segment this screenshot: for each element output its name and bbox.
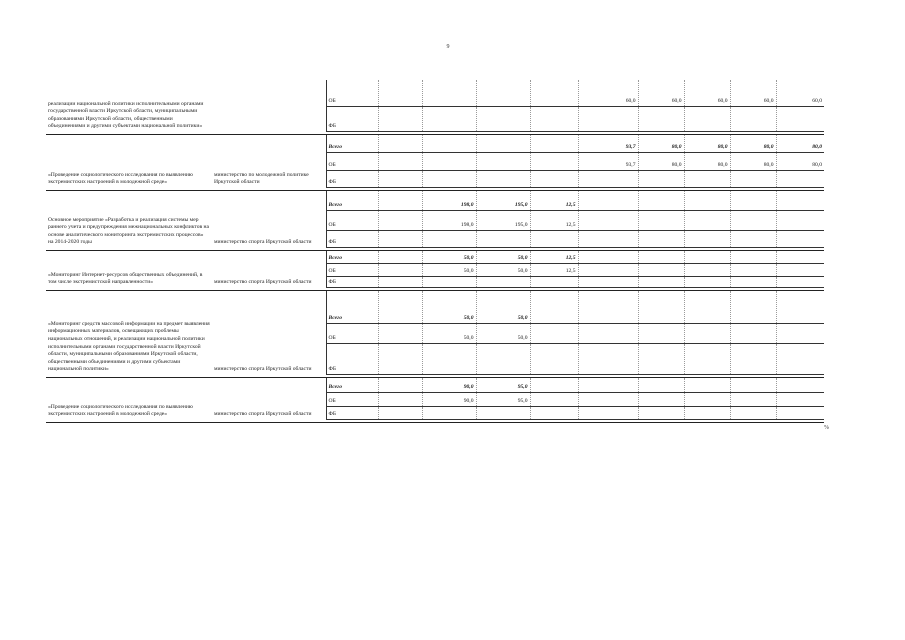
activity-description: реализации национальной политики исполнительными органами государственной власти Иркутской области, муниципальными образованиями Иркутской области, общественными объединениями и другими субъектами национальной политики» <box>48 100 204 130</box>
funding-value <box>730 263 776 276</box>
funding-source: ОБ <box>326 80 378 106</box>
funding-value: 80,0 <box>638 134 684 152</box>
funding-value <box>476 406 530 419</box>
page-number: 9 <box>446 44 450 50</box>
funding-value: 50,0 <box>422 250 476 263</box>
funding-source: ФБ <box>326 406 378 419</box>
activity-description: «Мониторинг Интернет-ресурсов общественных объединений, в том числе экстремистской направленности» <box>48 271 203 286</box>
funding-value <box>378 170 422 187</box>
program-table <box>46 80 824 423</box>
funding-value <box>530 152 578 170</box>
funding-value <box>776 263 824 276</box>
funding-value: 50,0 <box>476 263 530 276</box>
funding-value <box>730 290 776 323</box>
funding-value <box>378 263 422 276</box>
funding-value <box>638 263 684 276</box>
funding-value <box>422 80 476 106</box>
funding-value: 80,0 <box>776 152 824 170</box>
funding-source: Всего <box>326 190 378 210</box>
funding-value <box>684 276 730 287</box>
funding-value <box>638 377 684 392</box>
activity-description: «Проведение социологического исследования по выявлению экстремистских настроений в молодежной среде» <box>48 403 193 418</box>
funding-value <box>422 343 476 374</box>
funding-value <box>684 392 730 406</box>
funding-value <box>378 210 422 230</box>
funding-value <box>422 106 476 131</box>
funding-value <box>730 230 776 247</box>
funding-value: 198,0 <box>422 190 476 210</box>
funding-source: ФБ <box>326 343 378 374</box>
responsible-executor: министерство спорта Иркутской области <box>214 279 312 286</box>
funding-value <box>530 230 578 247</box>
funding-source: Всего <box>326 250 378 263</box>
funding-value: 50,0 <box>422 323 476 343</box>
funding-value <box>684 343 730 374</box>
funding-value <box>638 392 684 406</box>
funding-value: 80,0 <box>638 152 684 170</box>
funding-value <box>684 170 730 187</box>
responsible-executor: министерство спорта Иркутской области <box>214 366 312 373</box>
table-body <box>46 80 824 422</box>
funding-value <box>638 210 684 230</box>
funding-value <box>422 152 476 170</box>
funding-source: ФБ <box>326 106 378 131</box>
funding-value <box>476 134 530 152</box>
funding-value <box>730 377 776 392</box>
funding-value <box>378 392 422 406</box>
funding-value <box>476 276 530 287</box>
funding-value <box>730 323 776 343</box>
funding-value <box>378 406 422 419</box>
funding-value: 60,0 <box>578 80 638 106</box>
responsible-executor: министерство спорта Иркутской области <box>214 411 312 418</box>
funding-value <box>530 106 578 131</box>
funding-value <box>378 134 422 152</box>
funding-value <box>730 106 776 131</box>
funding-value: 93,7 <box>578 152 638 170</box>
funding-value <box>684 263 730 276</box>
funding-value <box>730 190 776 210</box>
funding-value <box>730 276 776 287</box>
funding-value <box>476 106 530 131</box>
funding-source: Всего <box>326 134 378 152</box>
funding-value: 12,5 <box>530 190 578 210</box>
funding-value <box>578 230 638 247</box>
funding-value <box>730 392 776 406</box>
funding-value <box>638 106 684 131</box>
funding-value: 60,0 <box>730 80 776 106</box>
funding-value <box>530 323 578 343</box>
funding-value <box>378 190 422 210</box>
funding-value <box>638 190 684 210</box>
funding-value <box>476 152 530 170</box>
funding-value: 195,0 <box>476 210 530 230</box>
funding-value <box>578 290 638 323</box>
funding-source: ОБ <box>326 323 378 343</box>
funding-value <box>378 80 422 106</box>
funding-source: ФБ <box>326 230 378 247</box>
funding-value <box>422 406 476 419</box>
funding-value <box>422 276 476 287</box>
funding-value <box>578 323 638 343</box>
funding-value: 80,0 <box>730 134 776 152</box>
funding-value <box>638 170 684 187</box>
funding-source: Всего <box>326 377 378 392</box>
funding-value: 80,0 <box>684 134 730 152</box>
funding-value <box>684 230 730 247</box>
funding-value <box>578 106 638 131</box>
funding-value: 90,0 <box>422 377 476 392</box>
funding-value <box>578 406 638 419</box>
funding-value: 12,5 <box>530 210 578 230</box>
funding-value: 95,0 <box>476 392 530 406</box>
funding-value <box>684 377 730 392</box>
funding-value <box>530 134 578 152</box>
funding-value <box>776 170 824 187</box>
table-row <box>46 250 824 263</box>
funding-value <box>638 343 684 374</box>
funding-value <box>530 276 578 287</box>
funding-value <box>776 276 824 287</box>
funding-value <box>684 210 730 230</box>
funding-value <box>422 230 476 247</box>
funding-value <box>776 323 824 343</box>
funding-value <box>776 106 824 131</box>
funding-value <box>378 343 422 374</box>
row-separator <box>46 419 824 422</box>
funding-value <box>730 343 776 374</box>
funding-value: 198,0 <box>422 210 476 230</box>
funding-source: ОБ <box>326 152 378 170</box>
funding-value <box>422 134 476 152</box>
funding-value <box>530 80 578 106</box>
table-row <box>46 134 824 152</box>
funding-value <box>476 343 530 374</box>
funding-value <box>378 276 422 287</box>
funding-value: 95,0 <box>476 377 530 392</box>
funding-value <box>578 377 638 392</box>
funding-value <box>638 230 684 247</box>
funding-value <box>730 210 776 230</box>
funding-value: 50,0 <box>476 290 530 323</box>
funding-value: 80,0 <box>684 152 730 170</box>
funding-value: 50,0 <box>422 290 476 323</box>
funding-value <box>684 250 730 263</box>
funding-value <box>578 170 638 187</box>
funding-value <box>684 190 730 210</box>
funding-value <box>730 250 776 263</box>
funding-value <box>684 323 730 343</box>
funding-value <box>378 230 422 247</box>
funding-source: ОБ <box>326 392 378 406</box>
funding-value <box>730 170 776 187</box>
responsible-executor: министерство спорта Иркутской области <box>214 239 312 246</box>
funding-value <box>776 230 824 247</box>
funding-value <box>530 290 578 323</box>
funding-value <box>776 210 824 230</box>
table-row <box>46 377 824 392</box>
funding-source: ФБ <box>326 276 378 287</box>
funding-value <box>378 250 422 263</box>
funding-value <box>578 343 638 374</box>
funding-value <box>378 290 422 323</box>
table-row <box>46 190 824 210</box>
activity-description: Основное мероприятие «Разработка и реализация системы мер раннего учета и предупреждения межнациональных конфликтов на основе аналитического мониторинга экстремистских процессов» на 2014-2020 годы <box>48 216 210 246</box>
table-row <box>46 80 824 106</box>
funding-value <box>530 343 578 374</box>
funding-value: 50,0 <box>422 263 476 276</box>
funding-value: 93,7 <box>578 134 638 152</box>
funding-value <box>638 406 684 419</box>
funding-source: Всего <box>326 290 378 323</box>
funding-value <box>776 343 824 374</box>
funding-value <box>476 80 530 106</box>
funding-value <box>378 152 422 170</box>
funding-value: 50,0 <box>476 250 530 263</box>
funding-value <box>422 170 476 187</box>
responsible-executor: министерство по молодежной политике Иркутской области <box>214 171 309 186</box>
funding-source: ОБ <box>326 263 378 276</box>
funding-value: 50,0 <box>476 323 530 343</box>
funding-value: 60,0 <box>684 80 730 106</box>
funding-value: 12,5 <box>530 250 578 263</box>
funding-value: 195,0 <box>476 190 530 210</box>
funding-value <box>776 250 824 263</box>
funding-value <box>776 406 824 419</box>
funding-value <box>530 170 578 187</box>
funding-value <box>684 406 730 419</box>
funding-value <box>378 377 422 392</box>
funding-value: 80,0 <box>730 152 776 170</box>
funding-value: 60,0 <box>776 80 824 106</box>
funding-value <box>730 406 776 419</box>
funding-value: 90,0 <box>422 392 476 406</box>
funding-value <box>578 190 638 210</box>
funding-value <box>684 106 730 131</box>
funding-value <box>776 290 824 323</box>
funding-value <box>476 170 530 187</box>
corner-mark: % <box>824 425 829 431</box>
funding-value <box>530 392 578 406</box>
funding-value <box>530 406 578 419</box>
funding-value <box>578 276 638 287</box>
funding-value <box>578 250 638 263</box>
activity-description: «Мониторинг средств массовой информации на предмет выявления информационных материалов, освещающих проблемы национальных отношений, и реализации национальной политики исполнительными органами государственной власти Иркутской области, муниципальными образованиями Иркутской области, общественными объединениями и другими субъектами национальной политики» <box>48 320 210 373</box>
funding-value <box>578 392 638 406</box>
funding-value <box>684 290 730 323</box>
funding-source: ФБ <box>326 170 378 187</box>
table-row <box>46 290 824 323</box>
funding-value <box>776 392 824 406</box>
funding-value <box>378 323 422 343</box>
responsible-executor <box>212 80 326 131</box>
funding-value <box>530 377 578 392</box>
funding-value <box>776 190 824 210</box>
funding-value <box>638 250 684 263</box>
activity-description: «Проведение социологического исследования по выявлению экстремистских настроений в молодежной среде» <box>48 171 193 186</box>
funding-value: 12,5 <box>530 263 578 276</box>
funding-value <box>578 263 638 276</box>
funding-value <box>578 210 638 230</box>
funding-value <box>776 377 824 392</box>
funding-value: 80,0 <box>776 134 824 152</box>
funding-value <box>638 290 684 323</box>
funding-value <box>476 230 530 247</box>
funding-value <box>378 106 422 131</box>
funding-value <box>638 323 684 343</box>
funding-value <box>638 276 684 287</box>
funding-value: 60,0 <box>638 80 684 106</box>
funding-source: ОБ <box>326 210 378 230</box>
